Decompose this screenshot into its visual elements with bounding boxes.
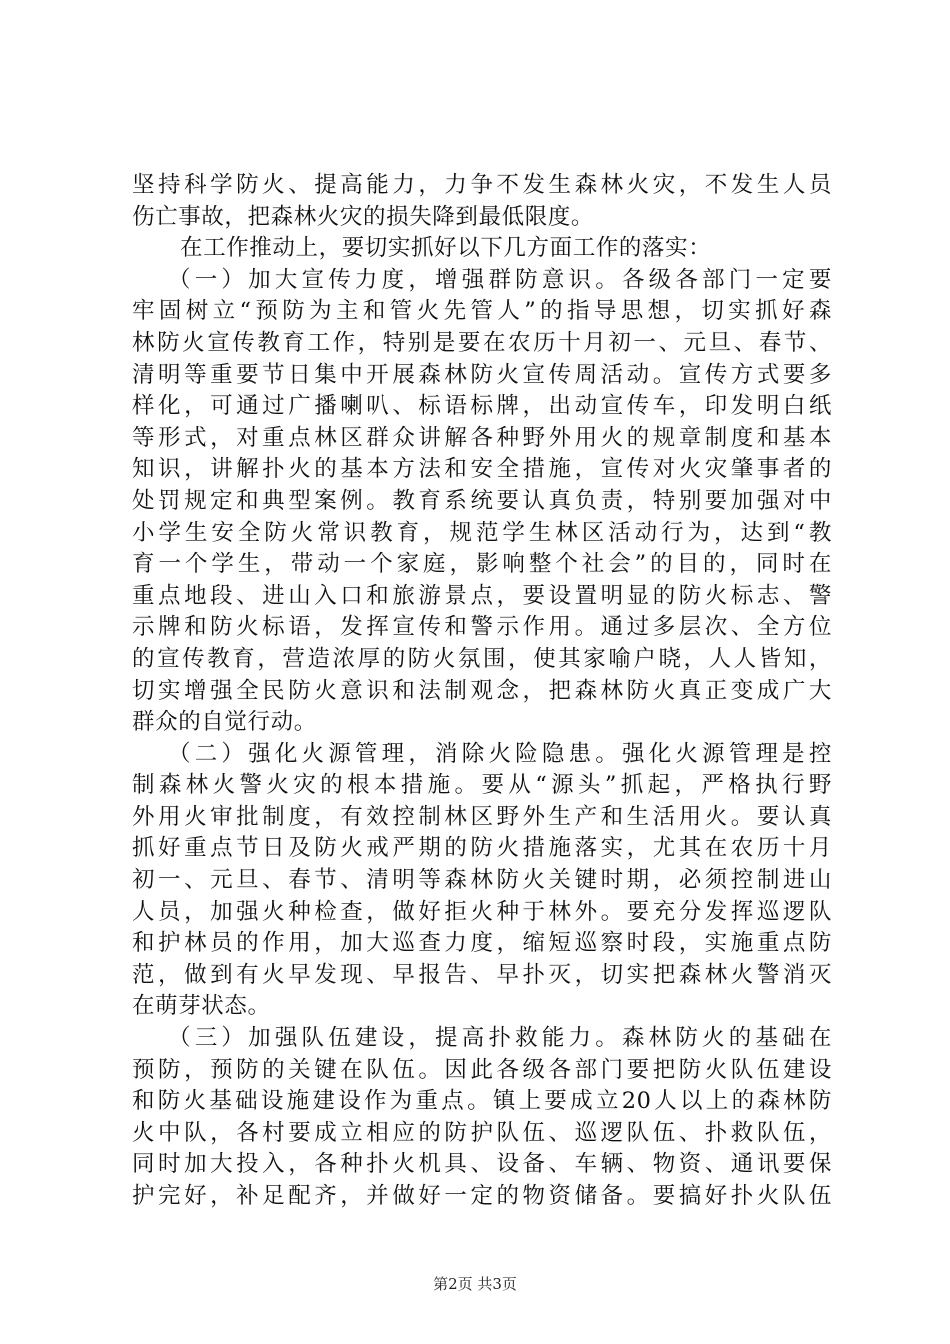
text-line: 制森林火警火灾的根本措施。要从“源头”抓起，严格执行野 xyxy=(132,772,832,799)
text-line: 清明等重要节日集中开展森林防火宣传周活动。宣传方式要多 xyxy=(132,361,832,388)
text-line: 范，做到有火早发现、早报告、早扑灭，切实把森林火警消灭 xyxy=(132,961,832,988)
text-line: 在萌芽状态。 xyxy=(132,993,271,1020)
text-line: 和护林员的作用，加大巡查力度，缩短巡察时段，实施重点防 xyxy=(132,930,832,957)
text-line: 人员，加强火种检查，做好拒火种于林外。要充分发挥巡逻队 xyxy=(132,898,832,925)
text-line: 在工作推动上，要切实抓好以下几方面工作的落实： xyxy=(180,235,712,262)
text-line: 林防火宣传教育工作，特别是要在农历十月初一、元旦、春节、 xyxy=(132,329,832,356)
document-body xyxy=(132,170,832,1213)
text-line: 伤亡事故，把森林火灾的损失降到最低限度。 xyxy=(132,203,595,230)
text-line: 示牌和防火标语，发挥宣传和警示作用。通过多层次、全方位 xyxy=(132,614,832,641)
text-line: 等形式，对重点林区群众讲解各种野外用火的规章制度和基本 xyxy=(132,424,832,451)
text-line: 预防，预防的关键在队伍。因此各级各部门要把防火队伍建设 xyxy=(132,1056,832,1083)
page-number: 第2页 共3页 xyxy=(433,1275,517,1293)
text-line: 切实增强全民防火意识和法制观念，把森林防火真正变成广大 xyxy=(132,677,832,704)
text-line: 抓好重点节日及防火戒严期的防火措施落实，尤其在农历十月 xyxy=(132,835,832,862)
text-line: 火中队，各村要成立相应的防护队伍、巡逻队伍、扑救队伍， xyxy=(132,1119,832,1146)
text-line: 处罚规定和典型案例。教育系统要认真负责，特别要加强对中 xyxy=(132,487,832,514)
text-line: 育一个学生，带动一个家庭，影响整个社会”的目的，同时在 xyxy=(132,551,832,578)
text-line: 的宣传教育，营造浓厚的防火氛围，使其家喻户晓，人人皆知， xyxy=(132,645,832,672)
text-line: 外用火审批制度，有效控制林区野外生产和生活用火。要认真 xyxy=(132,803,832,830)
text-line: 牢固树立“预防为主和管火先管人”的指导思想，切实抓好森 xyxy=(132,298,832,325)
text-line: 群众的自觉行动。 xyxy=(132,709,317,736)
text-line: 坚持科学防火、提高能力，力争不发生森林火灾，不发生人员 xyxy=(132,172,832,198)
text-line: 重点地段、进山入口和旅游景点，要设置明显的防火标志、警 xyxy=(132,582,832,609)
text-line: （三）加强队伍建设，提高扑救能力。森林防火的基础在 xyxy=(168,1025,832,1052)
text-line: 初一、元旦、春节、清明等森林防火关键时期，必须控制进山 xyxy=(132,867,832,894)
text-line: 知识，讲解扑火的基本方法和安全措施，宣传对火灾肇事者的 xyxy=(132,456,832,483)
text-line: 和防火基础设施建设作为重点。镇上要成立20人以上的森林防 xyxy=(132,1088,832,1115)
text-line: （一）加大宣传力度，增强群防意识。各级各部门一定要 xyxy=(168,266,832,293)
text-line: （二）强化火源管理，消除火险隐患。强化火源管理是控 xyxy=(168,740,832,767)
text-line: 小学生安全防火常识教育，规范学生林区活动行为，达到“教 xyxy=(132,519,832,546)
text-line: 样化，可通过广播喇叭、标语标牌，出动宣传车，印发明白纸 xyxy=(132,393,832,420)
text-line: 护完好，补足配齐，并做好一定的物资储备。要搞好扑火队伍 xyxy=(132,1183,832,1209)
text-line: 同时加大投入，各种扑火机具、设备、车辆、物资、通讯要保 xyxy=(132,1151,832,1178)
